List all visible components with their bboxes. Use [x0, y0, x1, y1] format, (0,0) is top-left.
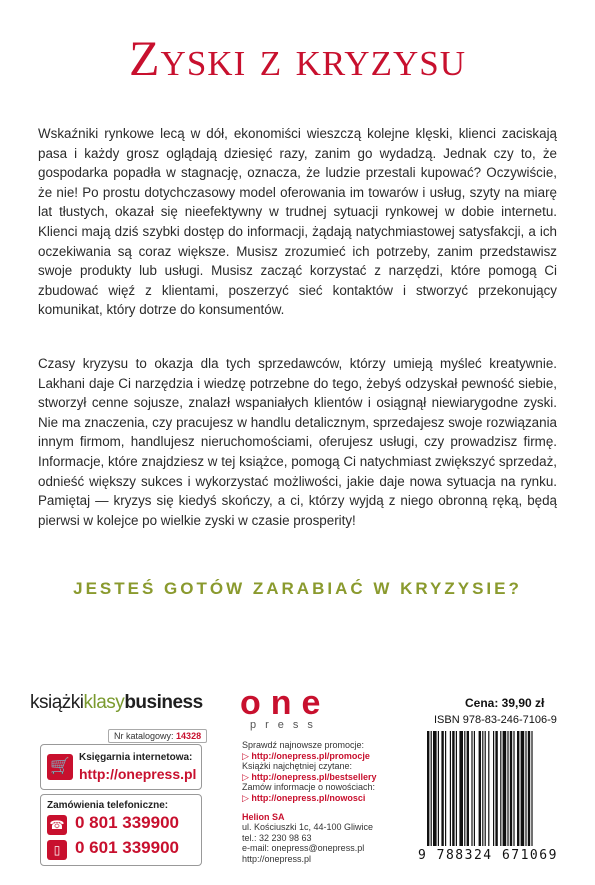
company-tel: tel.: 32 230 98 63 — [242, 832, 312, 843]
series-logo-part3: business — [124, 692, 203, 713]
book-title: Zyski z kryzysu — [129, 30, 466, 86]
description-paragraph-1: Wskaźniki rynkowe lecą w dół, ekonomiści wieszczą kolejne klęski, klienci zaciskają pasa i każdy grosz oglądają dziesięć razy, zanim go wydadzą. Jednak czy to, że gospodarka popadła w stagnację, oznacza, że ludzie przestali kupować? Oczywiście, że nie! Po prostu dotychczasowy model oferowania im towarów i usług, szyty na miarę lat tłustych, okazał się nieefektywny w trudnej sytuacji rynkowej w dobie internetu. Klienci mają dziś szybki dostęp do informacji, żądają natychmiastowej satysfakcji, a ich oczekiwania są coraz większe. Musisz zrozumieć ich potrzeby, zanim przedstawisz swoje produkty lub usługi. Musisz zacząć korzystać z narzędzi, które pomogą Ci zbudować więź z klientami, poszerzyć sieć kontaktów i stworzyć przekonujący komunikat, który dotrze do konsumentów. — [38, 126, 557, 318]
mobile-phone-icon: ▯ — [47, 840, 67, 860]
price: Cena: 39,90 zł — [465, 696, 545, 710]
company-email[interactable]: e-mail: onepress@onepress.pl — [242, 843, 365, 854]
online-shop-box — [40, 744, 202, 790]
slogan: JESTEŚ GOTÓW ZARABIAĆ W KRYZYSIE? — [73, 579, 522, 598]
company-www[interactable]: http://onepress.pl — [242, 853, 312, 864]
series-logo-part2: klasy — [83, 692, 125, 713]
promo-line-2: Książki najchętniej czytane: — [242, 761, 353, 772]
phone-icon: ☎ — [47, 815, 67, 835]
barcode-number: 9 788324 671069 — [418, 848, 558, 863]
catalog-value: 14328 — [176, 731, 202, 741]
publisher-info — [242, 740, 412, 865]
promo-link-1[interactable]: ▷ http://onepress.pl/promocje — [242, 750, 370, 761]
online-shop-label: Księgarnia internetowa: — [79, 752, 193, 763]
series-logo-part1: książki — [30, 692, 84, 713]
phone-orders-box — [40, 794, 202, 866]
catalog-number — [108, 729, 207, 743]
promo-line-3: Zamów informacje o nowościach: — [242, 782, 376, 793]
isbn: ISBN 978-83-246-7106-9 — [434, 714, 557, 726]
promo-link-2[interactable]: ▷ http://onepress.pl/bestsellery — [242, 771, 377, 782]
description-paragraph-2: Czasy kryzysu to okazja dla tych sprzedawców, którzy umieją myśleć kreatywnie. Lakhani daje Ci narzędzia i wiedzę potrzebne do tego, żebyś odzyskał pewność siebie, stworzył cenne sojusze, znalazł wspaniałych klientów i osiągnął niewiarygodne zyski. Nie ma znaczenia, czy pracujesz w handlu detalicznym, sprzedajesz swoje rozwiązania innym firmom, handlujesz nieruchomościami, oferujesz usługi, czy prowadzisz firmę. Informacje, które znajdziesz w tej książce, pomogą Ci natychmiast zwiększyć sprzedaż, odnieść większy sukces i wykorzystać możliwości, jakie daje nowa sytuacja na rynku. Pamiętaj — kryzys się kiedyś skończy, a ci, którzy wyjdą z niego obronną ręką, będą pierwsi w kolejce po wielkie zyski w czasie prosperity! — [38, 356, 557, 528]
catalog-label: Nr katalogowy: — [114, 731, 174, 741]
online-shop-link[interactable]: http://onepress.pl — [79, 766, 197, 782]
series-logo — [30, 692, 203, 714]
shopping-cart-icon: 🛒 — [47, 754, 73, 780]
onepress-logo-sub: press — [250, 719, 322, 731]
phone-orders-label: Zamówienia telefoniczne: — [47, 800, 169, 811]
promo-line-1: Sprawdź najnowsze promocje: — [242, 740, 365, 750]
barcode — [425, 731, 575, 846]
phone-number-1: 0 801 339900 — [75, 813, 179, 832]
onepress-logo: one — [240, 684, 331, 722]
company-address: ul. Kościuszki 1c, 44-100 Gliwice — [242, 822, 374, 833]
phone-number-2: 0 601 339900 — [75, 838, 179, 857]
promo-link-3[interactable]: ▷ http://onepress.pl/nowosci — [242, 792, 366, 803]
company-name: Helion SA — [242, 811, 285, 822]
